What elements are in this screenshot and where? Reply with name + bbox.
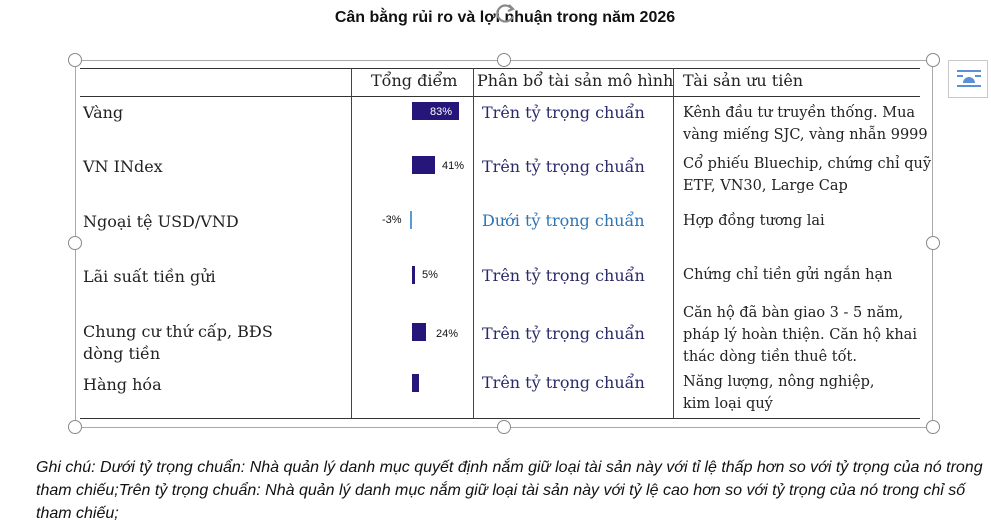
table-bottom-border xyxy=(80,418,920,419)
rotate-handle-icon[interactable] xyxy=(492,0,518,26)
priority-line: vàng miếng SJC, vàng nhẫn 9999 xyxy=(683,127,928,143)
layout-options-icon xyxy=(949,61,987,97)
score-bar-deposit-rate xyxy=(412,266,415,284)
resize-handle-top-left[interactable] xyxy=(68,53,82,67)
priority-line: Cổ phiếu Bluechip, chứng chỉ quỹ xyxy=(683,156,932,172)
score-label-deposit-rate: 5% xyxy=(422,269,438,281)
row-label-usd-vnd: Ngoại tệ USD/VND xyxy=(83,212,239,231)
row-label-line: dòng tiền xyxy=(83,344,161,363)
row-label-vnindex: VN INdex xyxy=(83,157,163,176)
footnote-prefix: Ghi chú: xyxy=(36,459,101,476)
row-label-commodities: Hàng hóa xyxy=(83,375,162,394)
page-title: Cân bằng rủi ro và lợi nhuận trong năm 2026 xyxy=(334,9,676,26)
row-label-real-estate xyxy=(83,321,273,365)
priority-line: thác dòng tiền thuê tốt. xyxy=(683,349,857,365)
priority-vnindex xyxy=(683,153,933,197)
resize-handle-bottom-left[interactable] xyxy=(68,420,82,434)
table-column-divider xyxy=(351,68,352,418)
priority-line: pháp lý hoàn thiện. Căn hộ khai xyxy=(683,327,917,343)
table-column-divider xyxy=(473,68,474,418)
score-label-gold: 83% xyxy=(430,106,453,118)
priority-line: Hợp đồng tương lai xyxy=(683,213,825,229)
score-bar-usd-vnd xyxy=(410,211,412,229)
table-top-border xyxy=(80,68,920,69)
priority-line: Kênh đầu tư truyền thống. Mua xyxy=(683,105,916,121)
row-label-deposit-rate: Lãi suất tiền gửi xyxy=(83,267,216,286)
score-label-usd-vnd: -3% xyxy=(382,214,402,226)
priority-line: Chứng chỉ tiền gửi ngắn hạn xyxy=(683,267,893,283)
allocation-vnindex: Trên tỷ trọng chuẩn xyxy=(482,157,645,176)
header-priority: Tài sản ưu tiên xyxy=(683,71,804,90)
table-header-border xyxy=(80,96,920,97)
priority-gold xyxy=(683,102,933,146)
score-label-vnindex: 41% xyxy=(442,160,465,172)
footnote xyxy=(36,456,986,525)
priority-line: kim loại quý xyxy=(683,396,773,412)
score-bar-real-estate xyxy=(412,323,426,341)
resize-handle-top-right[interactable] xyxy=(926,53,940,67)
priority-commodities xyxy=(683,371,933,415)
priority-real-estate xyxy=(683,302,933,368)
priority-usd-vnd xyxy=(683,210,933,232)
resize-handle-middle-left[interactable] xyxy=(68,236,82,250)
score-bar-vnindex xyxy=(412,156,435,174)
header-score: Tổng điểm xyxy=(371,71,458,90)
resize-handle-bottom-right[interactable] xyxy=(926,420,940,434)
layout-options-button[interactable] xyxy=(948,60,988,98)
allocation-real-estate: Trên tỷ trọng chuẩn xyxy=(482,324,645,343)
allocation-deposit-rate: Trên tỷ trọng chuẩn xyxy=(482,266,645,285)
priority-line: ETF, VN30, Large Cap xyxy=(683,178,848,194)
header-allocation: Phân bổ tài sản mô hình xyxy=(477,71,674,90)
footnote-text: Dưới tỷ trọng chuẩn: Nhà quản lý danh mục quyết định nắm giữ loại tài sản này với tỉ lệ thấp hơn so với tỷ trọng của nó trong tham chiếu;Trên tỷ trọng chuẩn: Nhà quản lý danh mục nắm giữ loại tài sản này với tỷ lệ cao hơn so với tỷ trọng của nó trong chỉ số tham chiếu; xyxy=(36,459,983,522)
allocation-usd-vnd: Dưới tỷ trọng chuẩn xyxy=(482,211,645,230)
priority-line: Căn hộ đã bàn giao 3 - 5 năm, xyxy=(683,305,904,321)
allocation-commodities: Trên tỷ trọng chuẩn xyxy=(482,373,645,392)
priority-line: Năng lượng, nông nghiệp, xyxy=(683,374,875,390)
score-label-real-estate: 24% xyxy=(436,328,459,340)
score-bar-commodities xyxy=(412,374,419,392)
row-label-gold: Vàng xyxy=(83,103,124,122)
resize-handle-top-center[interactable] xyxy=(497,53,511,67)
resize-handle-middle-right[interactable] xyxy=(926,236,940,250)
row-label-line: Chung cư thứ cấp, BĐS xyxy=(83,322,273,341)
priority-deposit-rate xyxy=(683,264,933,286)
resize-handle-bottom-center[interactable] xyxy=(497,420,511,434)
table-column-divider xyxy=(673,68,674,418)
allocation-gold: Trên tỷ trọng chuẩn xyxy=(482,103,645,122)
